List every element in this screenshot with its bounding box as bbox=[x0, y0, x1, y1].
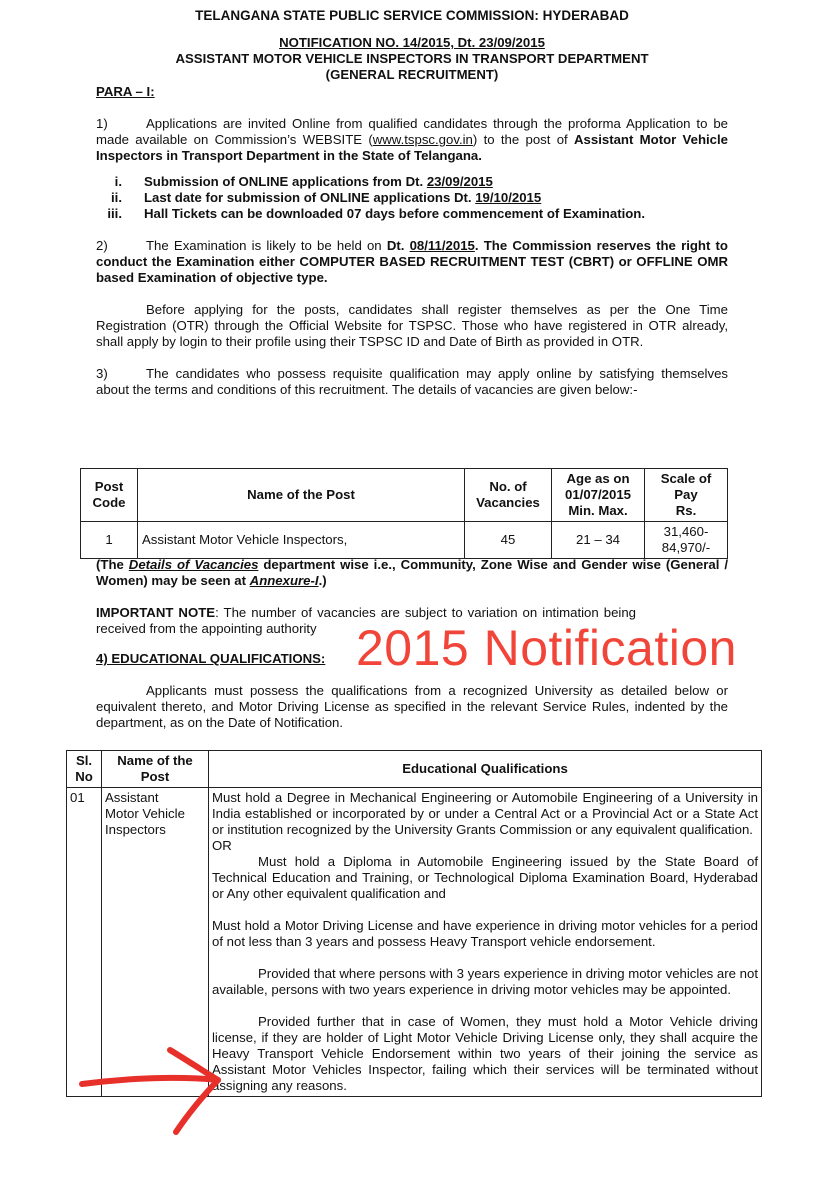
para-heading: PARA – I: bbox=[96, 84, 155, 99]
schedule-list bbox=[96, 174, 728, 222]
list-item: i. Submission of ONLINE applications from Dt. 23/09/2015 bbox=[114, 174, 493, 189]
website-link[interactable]: www.tspsc.gov.in bbox=[372, 132, 473, 147]
table-header-row bbox=[81, 469, 728, 522]
col-post-name: Name of the Post bbox=[138, 469, 465, 522]
table-header-row: Sl. No Name of the Post Educational Qualifications bbox=[67, 751, 762, 788]
section-heading: 4) EDUCATIONAL QUALIFICATIONS: bbox=[96, 651, 326, 666]
col-age: Age as on 01/07/2015 Min. Max. bbox=[552, 469, 645, 522]
otr-paragraph: Before applying for the posts, candidates shall register themselves as per the One Time Registration (OTR) through the Official Website for TSPSC. Those who have registered in OTR already, shall apply by login to their profile using their TSPSC ID and Date of Birth as provided in OTR. bbox=[96, 302, 728, 349]
post-title: ASSISTANT MOTOR VEHICLE INSPECTORS IN TRANSPORT DEPARTMENT bbox=[175, 51, 649, 66]
table-row: 1 Assistant Motor Vehicle Inspectors, 45 21 – 34 31,460- 84,970/- bbox=[81, 522, 728, 559]
list-item: ii. Last date for submission of ONLINE applications Dt. 19/10/2015 bbox=[111, 190, 542, 205]
important-note: IMPORTANT NOTE: The number of vacancies are subject to variation on intimation being received from the appointing authority bbox=[96, 605, 637, 636]
col-vacancies: No. of Vacancies bbox=[465, 469, 552, 522]
commission-title: TELANGANA STATE PUBLIC SERVICE COMMISSION: HYDERABAD bbox=[195, 8, 629, 23]
vacancy-table bbox=[80, 468, 728, 559]
para-number: 1) bbox=[96, 116, 108, 131]
col-post-code: Post Code bbox=[81, 469, 138, 522]
hand-drawn-arrow-icon bbox=[78, 1046, 238, 1136]
list-item: iii. Hall Tickets can be downloaded 07 days before commencement of Examination. bbox=[107, 206, 646, 221]
paragraph-1: 1) Applications are invited Online from qualified candidates through the proforma Application to be made available on Commission’s WEBSITE (www.tspsc.gov.in) to the post of Assistant Motor Vehicle Inspectors in Transport Department in the State of Telangana. bbox=[96, 116, 729, 163]
exam-date: 08/11/2015 bbox=[409, 238, 475, 253]
paragraph-3: 3) The candidates who possess requisite qualification may apply online by satisfying themselves about the terms and conditions of this recruitment. The details of vacancies are given below:- bbox=[96, 366, 728, 397]
col-pay: Scale of Pay Rs. bbox=[645, 469, 728, 522]
table-row: 01 Assistant Motor Vehicle Inspectors Must hold a Degree in Mechanical Engineering or Automobile Engineering of a University in India established or incorporated by or under a Central Act or a Provincial Act or a State Act or institution recognized by the University Grants Commission or any equivalent qualification. OR Must hold a Diploma in Automobile Engineering issued by the State Board of Technical Education and Training, or Technological Diploma Examination Board, Hyderabad or Any other equivalent qualification and Must hold a Motor Driving License and have experience in driving motor vehicles for a period of not less than 3 years and possess Heavy Transport vehicle endorsement. Provided that where persons with 3 years experience in driving motor vehicles are not available, persons with two years experience in driving motor vehicles may be appointed. Provided further that in case of Women, they must hold a Motor Vehicle driving license, if they are holder of Light Motor Vehicle Driving License only, they shall acquire the Heavy Transport Vehicle Endorsement within two years of their joining the service as Assistant Motor Vehicles Inspector, failing which their services will be terminated without assigning any reasons. bbox=[67, 788, 762, 1097]
notification-number: NOTIFICATION NO. 14/2015, Dt. 23/09/2015 bbox=[279, 35, 545, 50]
qualification-text: Must hold a Degree in Mechanical Engineering or Automobile Engineering of a University in India established or incorporated by or under a Central Act or a Provincial Act or a State Act or institution recognized by the University Grants Commission or any equivalent qualification. OR Must hold a Diploma in Automobile Engineering issued by the State Board of Technical Education and Training, or Technological Diploma Examination Board, Hyderabad or Any other equivalent qualification and Must hold a Motor Driving License and have experience in driving motor vehicles for a period of not less than 3 years and possess Heavy Transport vehicle endorsement. Provided that where persons with 3 years experience in driving motor vehicles are not available, persons with two years experience in driving motor vehicles may be appointed. Provided further that in case of Women, they must hold a Motor Vehicle driving license, if they are holder of Light Motor Vehicle Driving License only, they shall acquire the Heavy Transport Vehicle Endorsement within two years of their joining the service as Assistant Motor Vehicles Inspector, failing which their services will be terminated without assigning any reasons. bbox=[209, 788, 762, 1097]
notification-page bbox=[96, 8, 728, 398]
notification-stamp: 2015 Notification bbox=[356, 620, 737, 676]
paragraph-2: 2) The Examination is likely to be held on Dt. 08/11/2015. The Commission reserves the right to conduct the Examination either COMPUTER BASED RECRUITMENT TEST (CBRT) or OFFLINE OMR based Examination of objective type. bbox=[96, 238, 728, 285]
vacancy-note: (The Details of Vacancies department wise i.e., Community, Zone Wise and Gender wise (General / Women) may be seen at Annexure-I.) bbox=[96, 557, 728, 588]
section-intro: Applicants must possess the qualifications from a recognized University as detailed below or equivalent thereto, and Motor Driving License as specified in the relevant Service Rules, indented by the department, as on the Date of Notification. bbox=[96, 683, 728, 730]
annexure-link[interactable]: Annexure-I bbox=[249, 573, 319, 588]
recruitment-type: (GENERAL RECRUITMENT) bbox=[325, 67, 499, 82]
details-link[interactable]: Details of Vacancies bbox=[128, 557, 259, 572]
qualifications-table bbox=[66, 750, 762, 1097]
